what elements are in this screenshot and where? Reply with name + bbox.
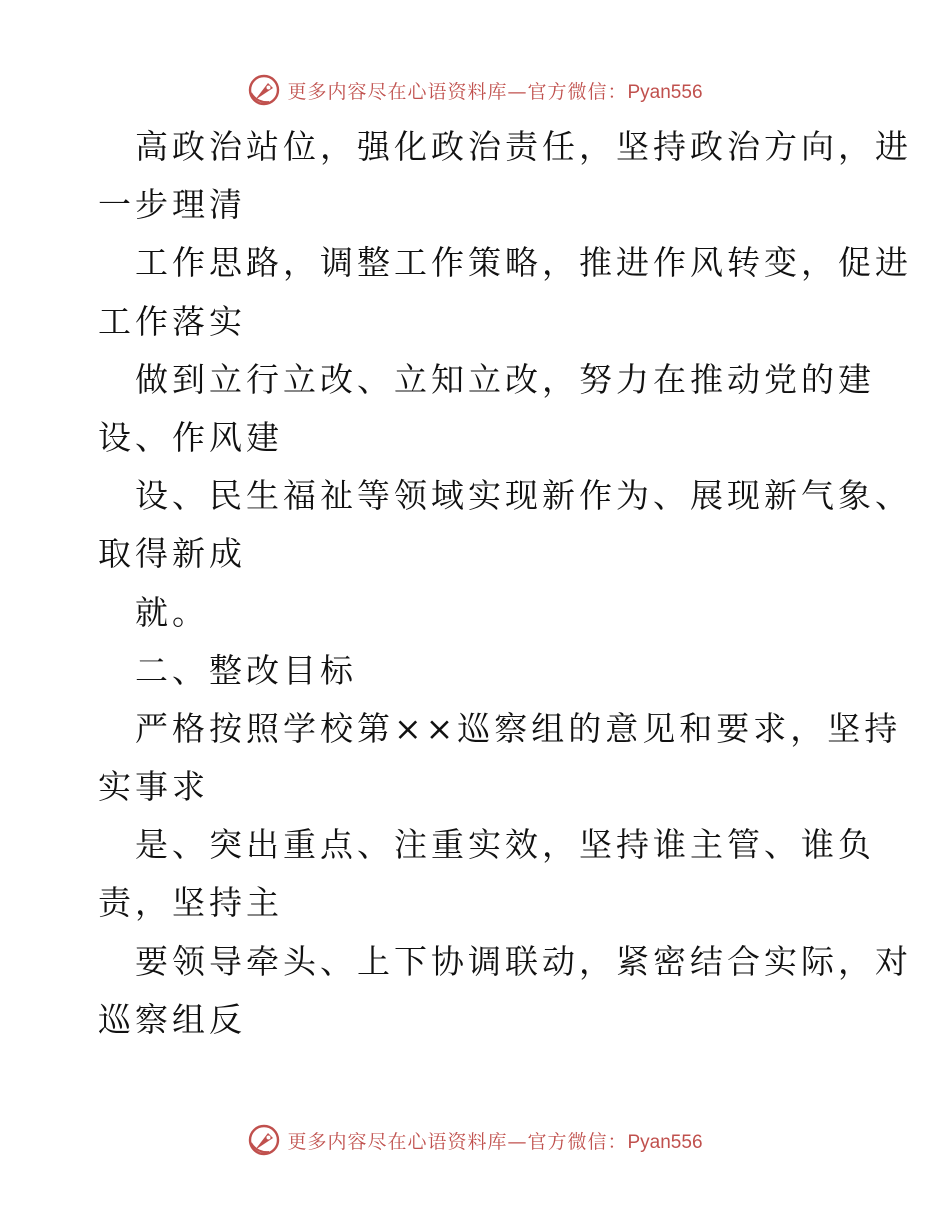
watermark-text	[287, 77, 702, 104]
body-line: 责，坚持主	[98, 883, 283, 923]
watermark-handle: Pyan556	[627, 1131, 703, 1153]
watermark-label: 更多内容尽在心语资料库—官方微信：	[287, 80, 628, 103]
body-line: 是、突出重点、注重实效，坚持谁主管、谁负	[135, 825, 875, 865]
pen-nib-circle-icon	[247, 73, 281, 107]
body-line: 一步理清	[98, 185, 246, 225]
body-line: 工作落实	[98, 301, 246, 341]
watermark-header	[0, 70, 950, 110]
body-line: 高政治站位，强化政治责任，坚持政治方向，进	[135, 127, 912, 166]
body-line: 取得新成	[98, 534, 246, 574]
body-line: 实事求	[98, 767, 209, 807]
body-line: 做到立行立改、立知立改，努力在推动党的建	[135, 359, 875, 399]
watermark-text	[287, 1127, 702, 1154]
body-line: 严格按照学校第××巡察组的意见和要求，坚持	[135, 708, 902, 748]
watermark-footer	[0, 1120, 950, 1160]
body-line: 设、民生福祉等领域实现新作为、展现新气象、	[135, 476, 912, 516]
body-line: 设、作风建	[98, 417, 283, 457]
body-line: 就。	[135, 592, 209, 632]
body-line: 巡察组反	[98, 999, 246, 1039]
pen-nib-circle-icon	[247, 1123, 281, 1157]
body-line: 工作思路，调整工作策略，推进作风转变，促进	[135, 243, 912, 283]
watermark-handle: Pyan556	[627, 81, 703, 103]
body-line: 要领导牵头、上下协调联动，紧密结合实际，对	[135, 941, 912, 981]
document-body	[98, 118, 912, 1049]
section-heading: 二、整改目标	[135, 650, 357, 690]
watermark-label: 更多内容尽在心语资料库—官方微信：	[287, 1130, 628, 1153]
